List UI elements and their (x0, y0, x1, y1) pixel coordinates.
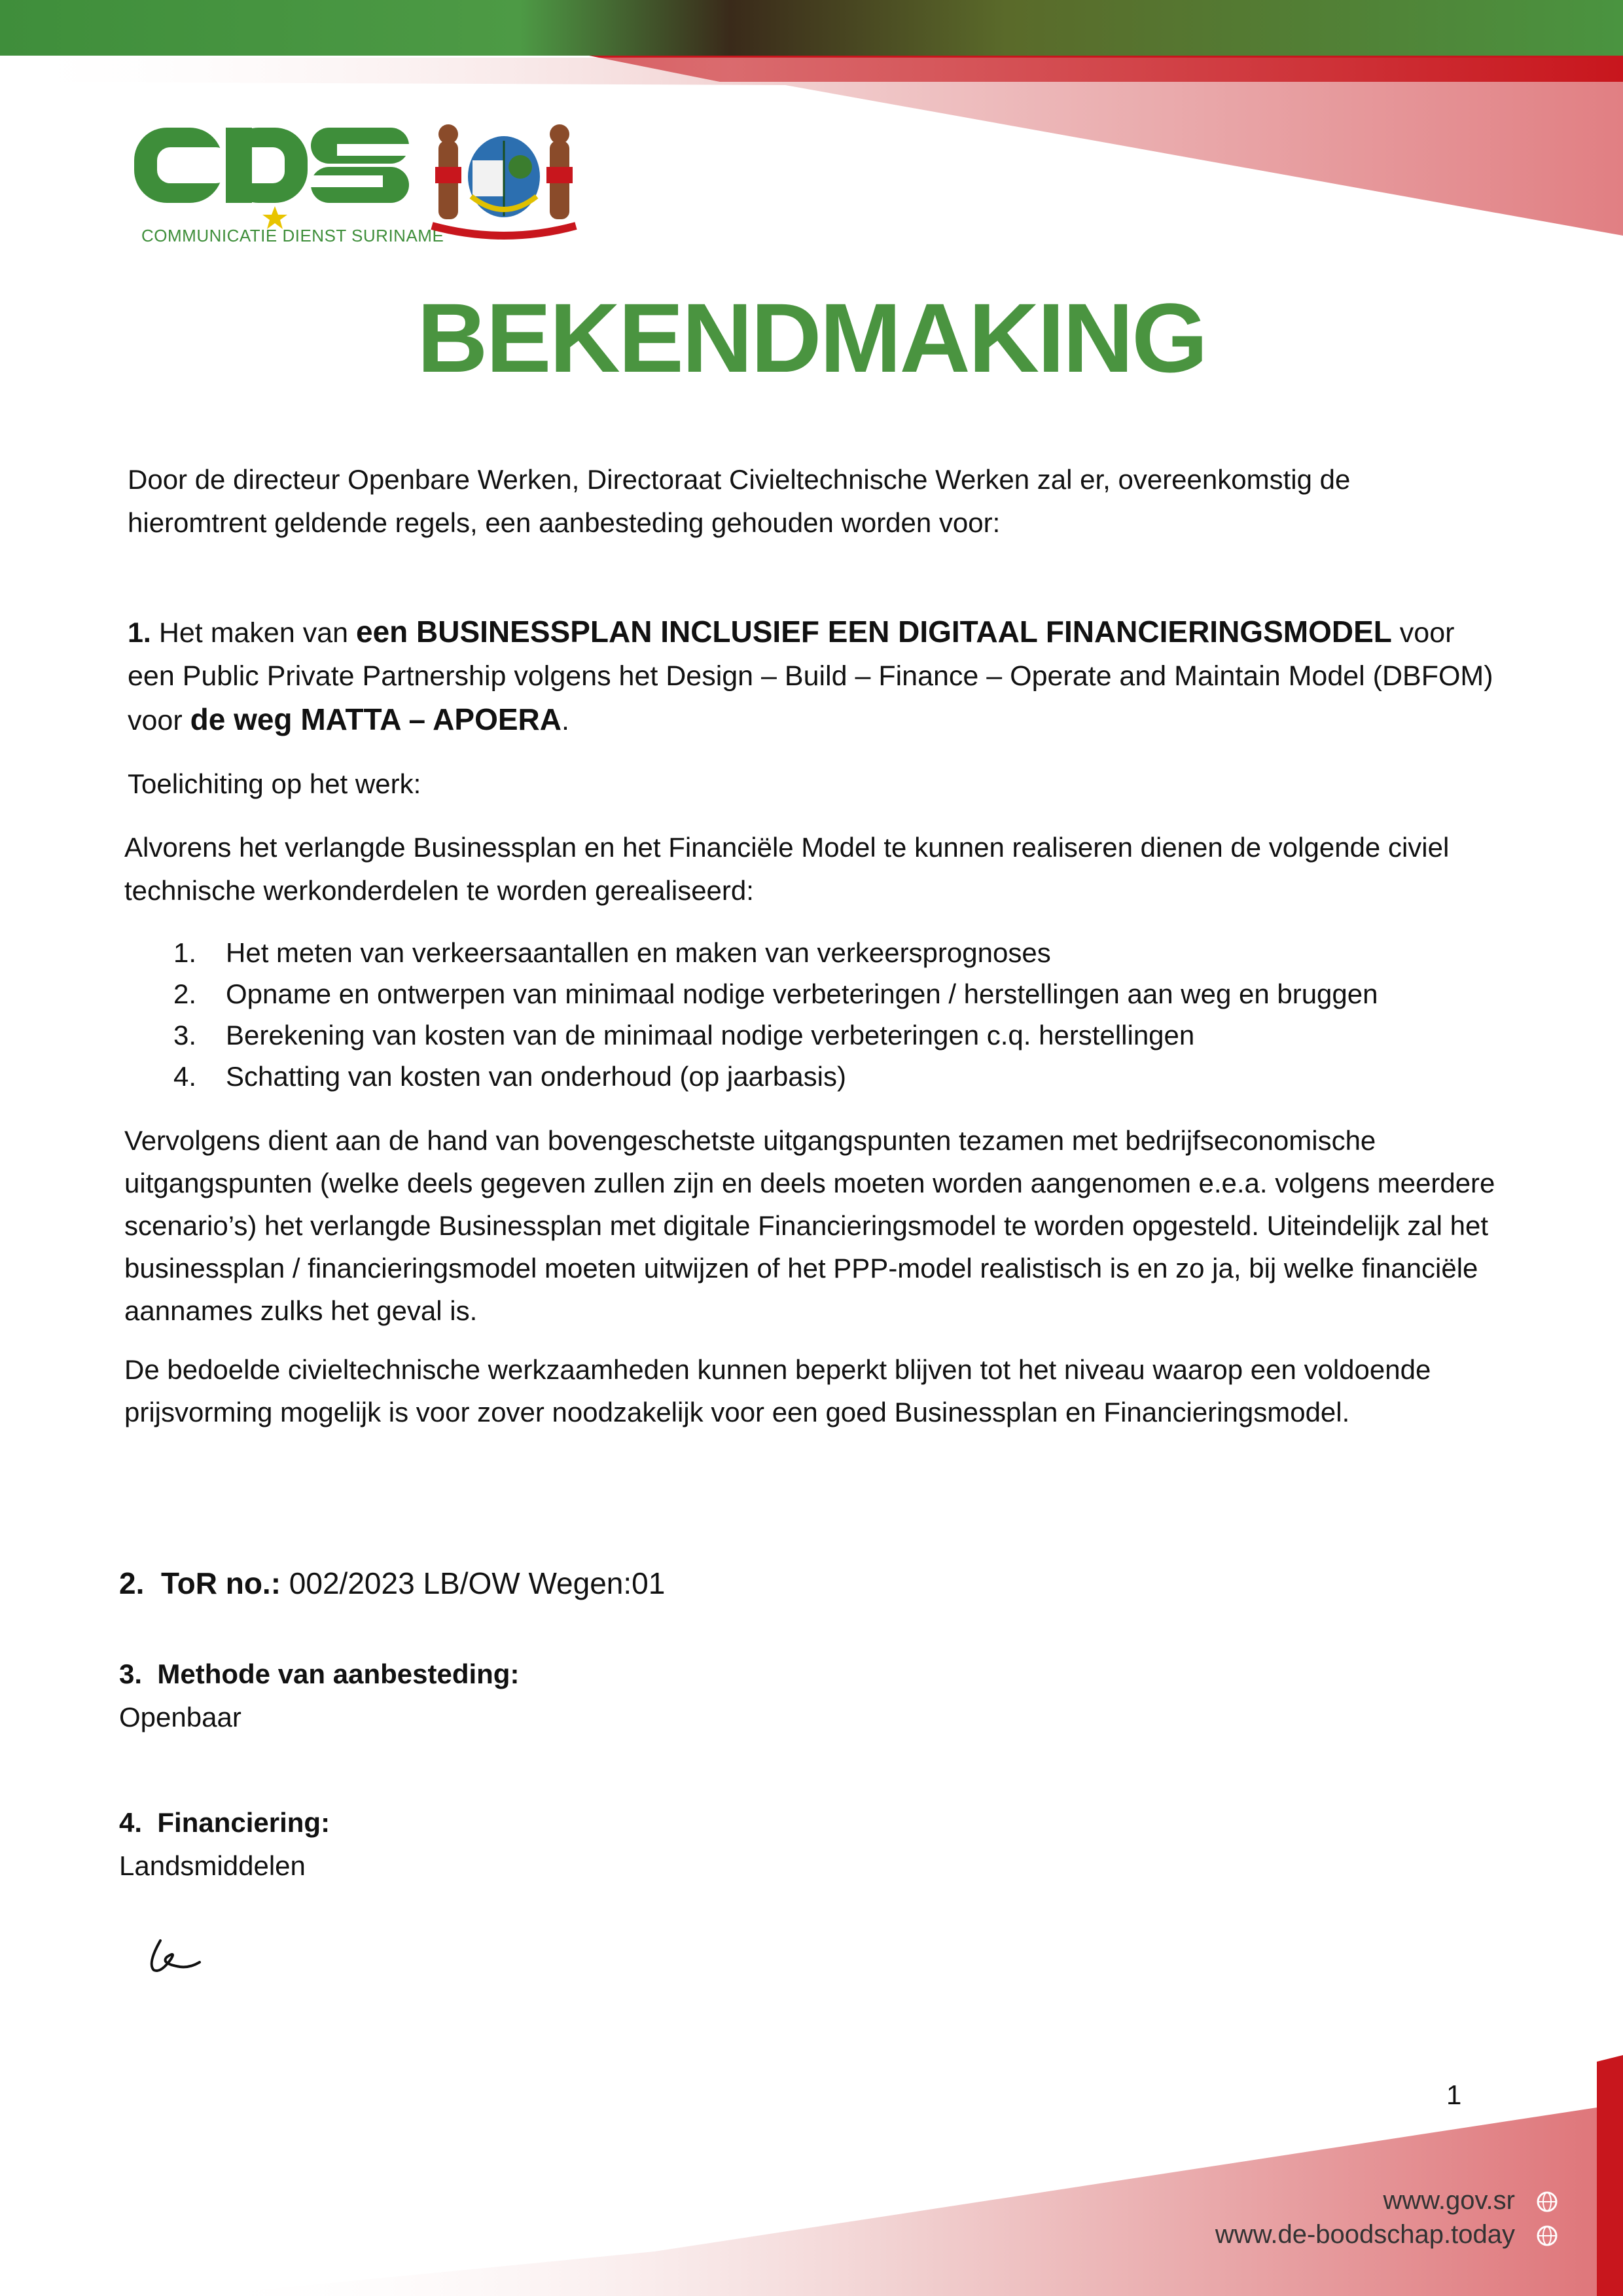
intro-paragraph: Door de directeur Openbare Werken, Directoraat Civieltechnische Werken zal er, overeenkomstig de hieromtrent geldende regels, een aanbesteding gehouden worden voor: (128, 464, 1351, 538)
list-item (173, 1056, 1580, 1097)
alvorens-paragraph: Alvorens het verlangde Businessplan en het Financiële Model te kunnen realiseren dienen de volgende civiel technische werkonderdelen te worden gerealiseerd: (124, 832, 1450, 906)
item-1-bold-road: de weg MATTA – APOERA (190, 702, 562, 736)
methode-section (119, 1653, 519, 1739)
bottom-banner (0, 2055, 1623, 2296)
list-item-text: Opname en ontwerpen van minimaal nodige verbeteringen / herstellingen aan weg en bruggen (226, 978, 1378, 1009)
globe-icon (1537, 2225, 1558, 2246)
list-item (173, 973, 1580, 1014)
footer-url-boodschap[interactable]: www.de-boodschap.today (1215, 2220, 1515, 2249)
list-item-number: 4. (173, 1061, 197, 1092)
item-1-bold-title: een BUSINESSPLAN INCLUSIEF EEN DIGITAAL FINANCIERINGSMODEL (355, 615, 1392, 649)
list-item (173, 932, 1580, 973)
tor-label: ToR no.: (160, 1566, 281, 1600)
financiering-number: 4. (119, 1807, 143, 1838)
item-1-number: 1. (128, 617, 151, 649)
globe-icon (1537, 2191, 1558, 2212)
list-item-number: 1. (173, 937, 197, 968)
tor-value: 002/2023 LB/OW Wegen:01 (281, 1566, 666, 1600)
vervolgens-paragraph: Vervolgens dient aan de hand van bovengeschetste uitgangspunten tezamen met bedrijfseconomische uitgangspunten (welke deels gegeven zullen zijn en deels moeten worden aangenomen e.e.a. volgens meerdere scenario’s) het verlangde Businessplan met digitale Financieringsmodel te worden opgesteld. Uiteindelijk zal het businessplan / financieringsmodel moeten uitwijzen of het PPP-model realistisch is en zo ja, bij welke financiële aannames zulks het geval is. (124, 1125, 1495, 1326)
financiering-value: Landsmiddelen (119, 1850, 306, 1881)
financiering-section (119, 1801, 330, 1888)
bedoelde-paragraph: De bedoelde civieltechnische werkzaamheden kunnen beperkt blijven tot het niveau waarop een voldoende prijsvorming mogelijk is voor zover noodzakelijk voor een goed Businessplan en Financieringsmodel. (124, 1354, 1431, 1427)
financiering-label: Financiering: (157, 1807, 330, 1838)
footer-url-gov[interactable]: www.gov.sr (1383, 2186, 1515, 2215)
tor-number: 2. (119, 1566, 145, 1600)
list-item-number: 3. (173, 1020, 197, 1050)
werkonderdelen-list (173, 932, 1580, 1097)
methode-label: Methode van aanbesteding: (157, 1659, 520, 1689)
item-1-post: . (561, 705, 569, 736)
toelichting-label: Toelichiting op het werk: (128, 768, 421, 799)
list-item-text: Berekening van kosten van de minimaal nodige verbeteringen c.q. herstellingen (226, 1020, 1195, 1050)
coat-of-arms-icon (425, 115, 582, 245)
methode-number: 3. (119, 1659, 143, 1689)
list-item-number: 2. (173, 978, 197, 1009)
list-item-text: Het meten van verkeersaantallen en maken van verkeersprognoses (226, 937, 1051, 968)
item-1-mid: voor een Public Private Partnership volgens het Design – Build – Finance – Operate and Maintain Model (DBFOM) voor (128, 617, 1493, 736)
item-1-pre: Het maken van (158, 617, 356, 649)
page-title: BEKENDMAKING (417, 283, 1206, 393)
page-number: 1 (1446, 2079, 1462, 2110)
signature-mark (141, 1937, 206, 1977)
methode-value: Openbaar (119, 1702, 241, 1732)
item-1 (128, 610, 1502, 742)
list-item-text: Schatting van kosten van onderhoud (op jaarbasis) (226, 1061, 846, 1092)
logo-caption: COMMUNICATIE DIENST SURINAME (141, 226, 444, 245)
list-item (173, 1014, 1580, 1056)
tor-section (119, 1562, 665, 1605)
